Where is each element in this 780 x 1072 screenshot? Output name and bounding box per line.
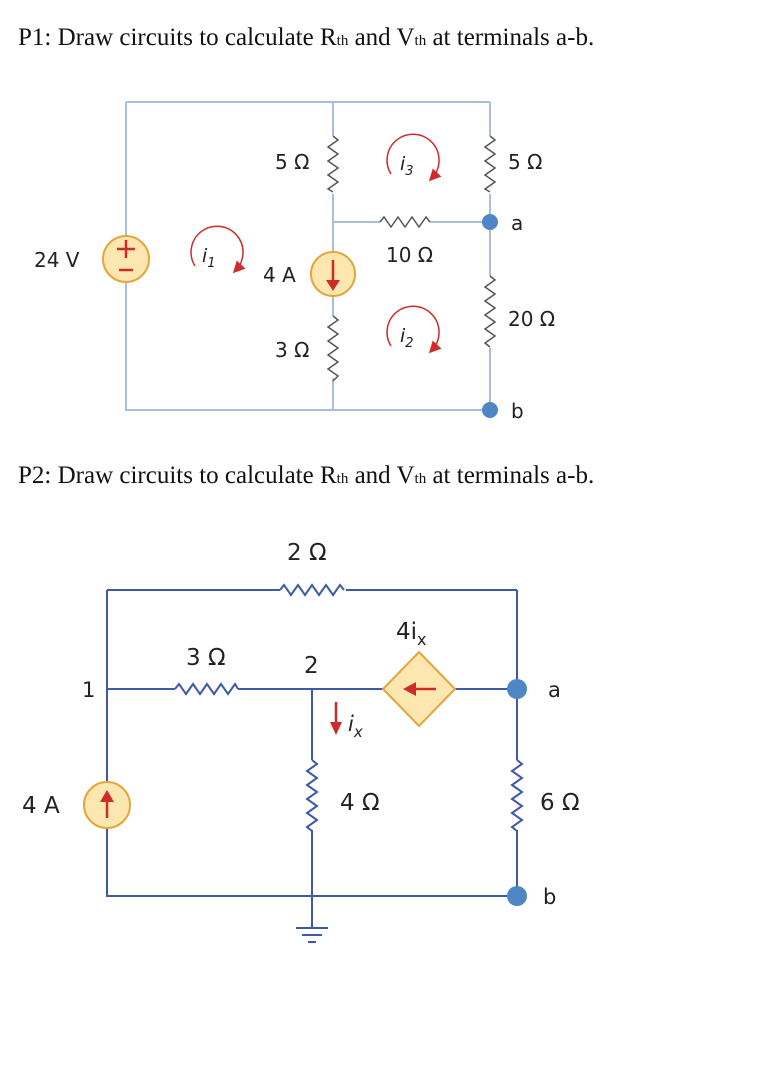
- p2-node1-label: 1: [82, 678, 96, 702]
- p2-terminal-a-node[interactable]: [507, 679, 527, 699]
- p2-ix-arrow: [330, 702, 342, 735]
- p2-heading-suffix: at terminals a-b.: [426, 462, 595, 489]
- p2-terminal-a-label: a: [548, 678, 561, 702]
- p1-r-top-right-label: 5 Ω: [508, 150, 543, 174]
- p2-wires: [107, 590, 517, 928]
- p1-heading-sub-vth: th: [414, 33, 427, 49]
- p2-circuit: [22, 540, 580, 942]
- p1-resistor-10: [380, 217, 430, 227]
- p1-resistor-3: [328, 316, 338, 381]
- p1-current-source-label: 4 A: [263, 263, 296, 287]
- p1-terminal-a-node[interactable]: [482, 214, 498, 230]
- p2-resistor-2: [280, 585, 344, 595]
- p2-resistor-3: [175, 684, 238, 694]
- p1-mesh2-label: $i_2$: [400, 325, 414, 351]
- p2-dependent-source-label: $4i_x$: [396, 619, 427, 649]
- p1-resistor-5-right: [485, 136, 495, 192]
- p2-heading-mid: and V: [348, 462, 415, 489]
- p2-heading-sub-vth: th: [414, 471, 427, 487]
- p1-resistor-5-mid: [328, 136, 338, 192]
- p1-r-mid-label: 10 Ω: [386, 243, 434, 267]
- p1-circuit: [34, 102, 555, 423]
- p1-terminal-b-node[interactable]: [482, 402, 498, 418]
- p1-mesh1-label: $i_1$: [202, 245, 216, 271]
- p2-ground-symbol: [296, 928, 328, 942]
- p2-r-top-label: 2 Ω: [287, 540, 327, 566]
- p2-node2-label: 2: [304, 653, 319, 679]
- p2-r-left-label: 3 Ω: [186, 645, 226, 671]
- p2-heading-sub-rth: th: [336, 471, 349, 487]
- p2-dependent-source: [383, 652, 455, 726]
- p2-terminal-b-label: b: [543, 885, 557, 909]
- p2-r-mid-label: 4 Ω: [340, 790, 380, 816]
- p2-resistor-4: [307, 760, 317, 831]
- p2-terminal-b-node[interactable]: [507, 886, 527, 906]
- p2-r-right-label: 6 Ω: [540, 790, 580, 816]
- p2-heading-text: P2: Draw circuits to calculate R: [18, 462, 337, 489]
- p1-r-bottom-mid-label: 3 Ω: [275, 338, 310, 362]
- p1-terminal-a-label: a: [511, 211, 524, 235]
- p1-mesh3-label: $i_3$: [400, 153, 414, 179]
- p1-heading-sub-rth: th: [336, 33, 349, 49]
- p1-heading-text: P1: Draw circuits to calculate R: [18, 24, 337, 51]
- p1-source-label: 24 V: [34, 248, 80, 272]
- p1-mesh1-arrow: [191, 226, 243, 270]
- p2-resistor-6: [512, 760, 522, 831]
- p1-heading-mid: and V: [348, 24, 415, 51]
- p2-ix-label: $i_x$: [348, 712, 363, 741]
- p1-r-top-mid-label: 5 Ω: [275, 150, 310, 174]
- p1-r-right-label: 20 Ω: [508, 307, 556, 331]
- p1-resistor-20: [485, 276, 495, 347]
- p1-terminal-b-label: b: [511, 399, 524, 423]
- p2-current-source: [84, 782, 130, 828]
- p1-heading-suffix: at terminals a-b.: [426, 24, 595, 51]
- p2-current-source-label: 4 A: [22, 793, 60, 819]
- p1-current-source: [311, 252, 355, 296]
- p1-voltage-source: [103, 236, 149, 282]
